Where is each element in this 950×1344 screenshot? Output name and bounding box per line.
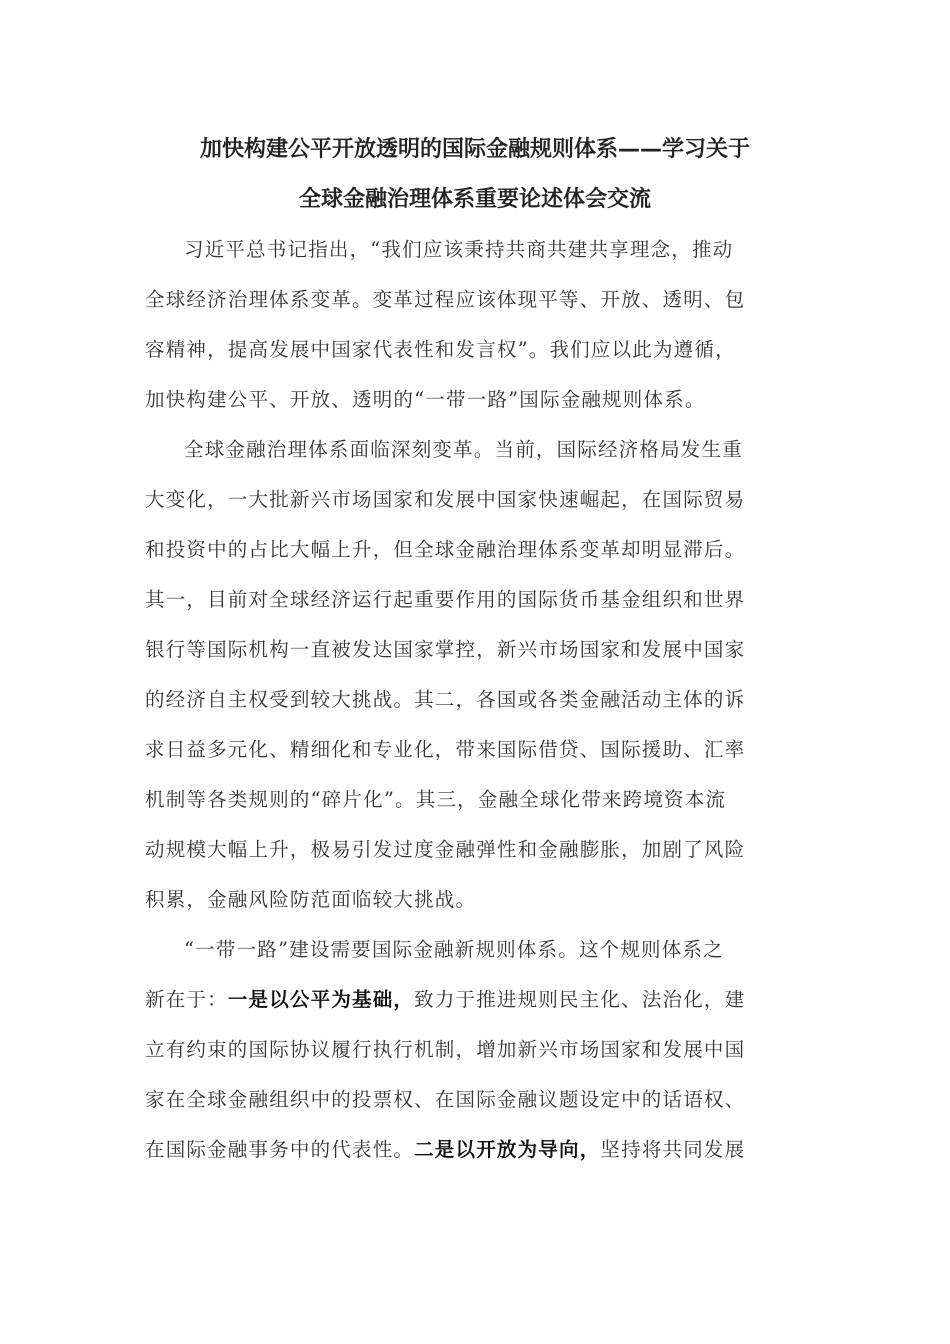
paragraph-line: 习近平总书记指出，“我们应该秉持共商共建共享理念，推动	[184, 238, 734, 261]
paragraph-text: 致力于推进规则民主化、法治化，建	[414, 988, 746, 1011]
paragraph-line: 动规模大幅上升，极易引发过度金融弹性和金融膨胀，加剧了风险	[145, 838, 746, 861]
paragraph-line: 机制等各类规则的“碎片化”。其三，金融全球化带来跨境资本流	[145, 788, 727, 811]
paragraph-line: “一带一路”建设需要国际金融新规则体系。这个规则体系之	[184, 938, 724, 961]
paragraph-3	[145, 925, 805, 1175]
paragraph-line: 的经济自主权受到较大挑战。其二，各国或各类金融活动主体的诉	[145, 688, 746, 711]
paragraph-line: 加快构建公平、开放、透明的“一带一路”国际金融规则体系。	[145, 388, 706, 411]
paragraph-line: 积累，金融风险防范面临较大挑战。	[145, 888, 477, 911]
paragraph-line: 立有约束的国际协议履行执行机制，增加新兴市场国家和发展中国	[145, 1038, 746, 1061]
paragraph-text: 坚持将共同发展	[600, 1138, 746, 1161]
document-page	[145, 125, 805, 1175]
paragraph-line: 和投资中的占比大幅上升，但全球金融治理体系变革却明显滞后。	[145, 538, 746, 561]
paragraph-line: 求日益多元化、精细化和专业化，带来国际借贷、国际援助、汇率	[145, 738, 746, 761]
paragraph-line: 银行等国际机构一直被发达国家掌控，新兴市场国家和发展中国家	[145, 638, 746, 661]
paragraph-1	[145, 225, 805, 425]
title-line-1: 加快构建公平开放透明的国际金融规则体系——学习关于	[199, 137, 750, 162]
paragraph-line: 容精神，提高发展中国家代表性和发言权”。我们应以此为遵循，	[145, 338, 736, 361]
paragraph-line	[145, 1125, 805, 1175]
paragraph-line: 全球经济治理体系变革。变革过程应该体现平等、开放、透明、包	[145, 288, 746, 311]
paragraph-line: 全球金融治理体系面临深刻变革。当前，国际经济格局发生重	[184, 438, 743, 461]
paragraph-line	[145, 975, 805, 1025]
paragraph-text: 在国际金融事务中的代表性。	[145, 1138, 415, 1161]
title-line-2: 全球金融治理体系重要论述体会交流	[298, 187, 651, 212]
document-title	[145, 125, 805, 225]
emphasis-openness: 二是以开放为导向，	[414, 1138, 601, 1161]
paragraph-2	[145, 425, 805, 925]
paragraph-text: 新在于：	[145, 988, 228, 1011]
paragraph-line: 大变化，一大批新兴市场国家和发展中国家快速崛起，在国际贸易	[145, 488, 746, 511]
emphasis-fairness: 一是以公平为基础，	[227, 988, 415, 1011]
paragraph-line: 其一，目前对全球经济运行起重要作用的国际货币基金组织和世界	[145, 588, 746, 611]
paragraph-line: 家在全球金融组织中的投票权、在国际金融议题设定中的话语权、	[145, 1088, 746, 1111]
